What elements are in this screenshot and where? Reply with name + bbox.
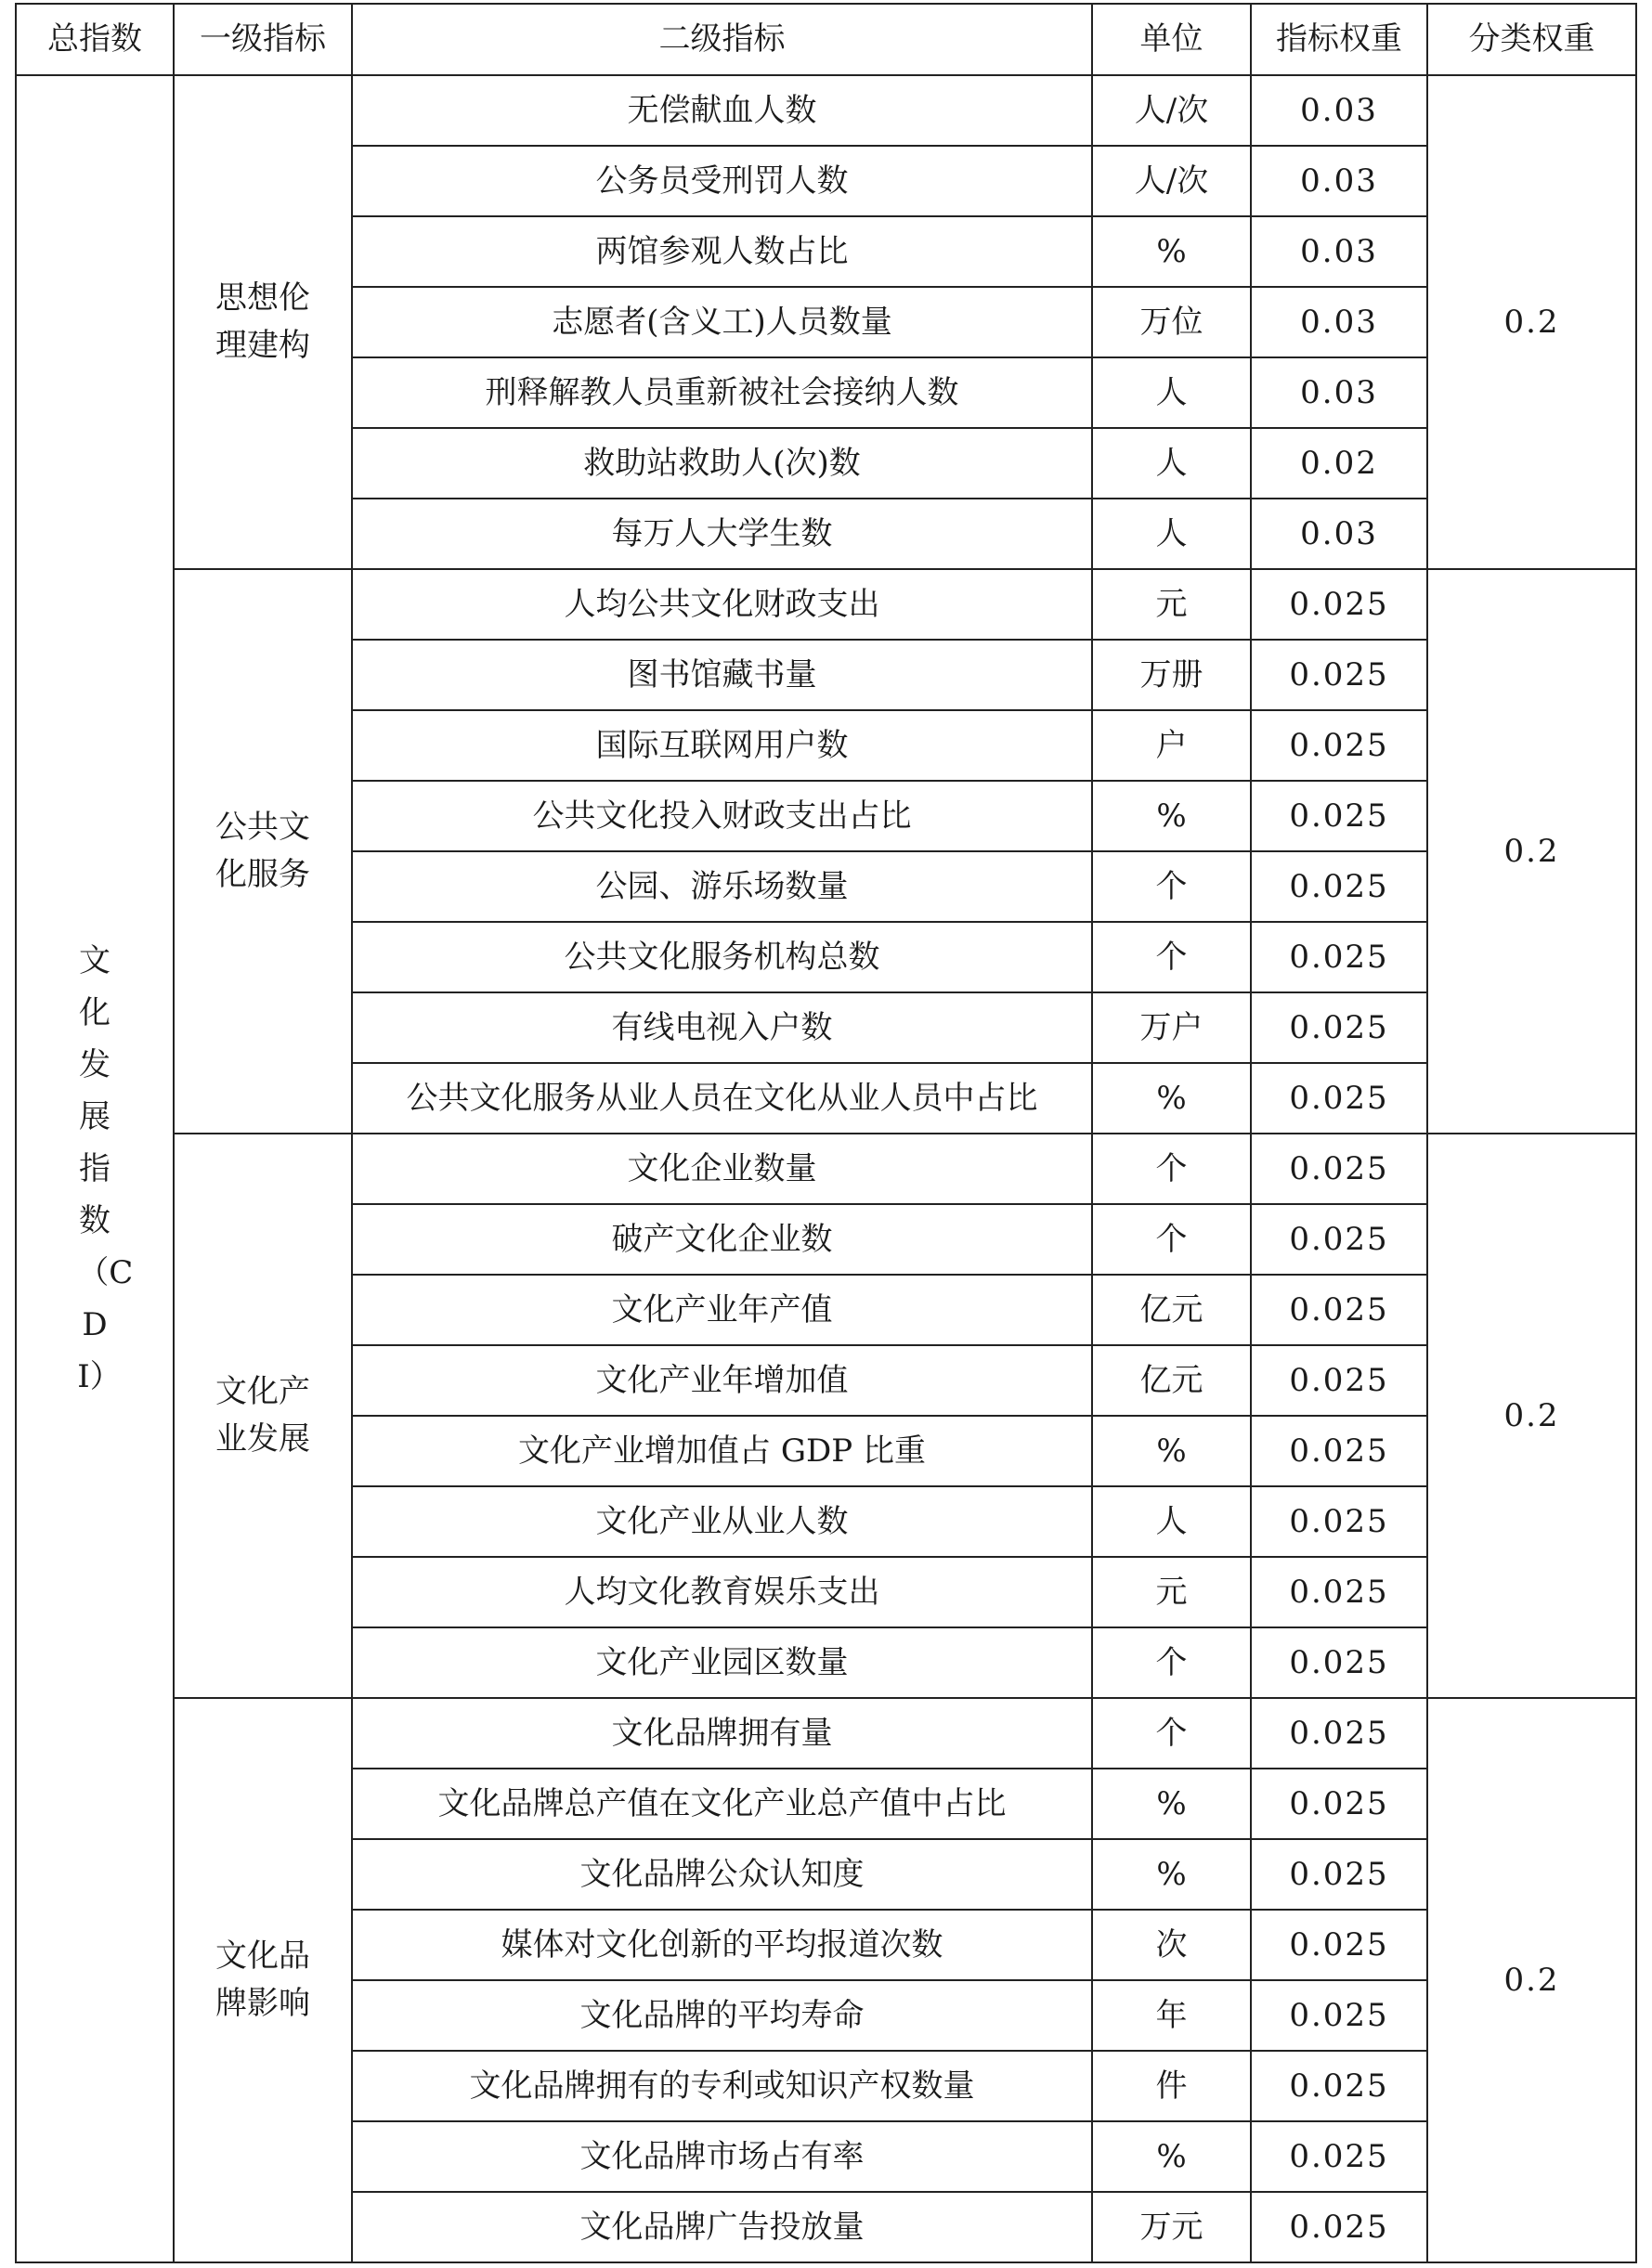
unit-cell: 个 <box>1092 1134 1251 1204</box>
indicator-weight-cell: 0.025 <box>1251 710 1427 781</box>
unit-cell: 万位 <box>1092 287 1251 357</box>
indicator-cell: 文化品牌公众认知度 <box>352 1839 1092 1910</box>
indicator-cell: 破产文化企业数 <box>352 1204 1092 1275</box>
indicator-weight-cell: 0.025 <box>1251 992 1427 1063</box>
indicator-weight-cell: 0.025 <box>1251 851 1427 922</box>
indicator-weight-cell: 0.025 <box>1251 2121 1427 2192</box>
indicator-weight-cell: 0.03 <box>1251 357 1427 428</box>
indicator-weight-cell: 0.025 <box>1251 1345 1427 1416</box>
indicator-cell: 公务员受刑罚人数 <box>352 146 1092 216</box>
indicator-cell: 文化品牌总产值在文化产业总产值中占比 <box>352 1769 1092 1839</box>
indicator-cell: 媒体对文化创新的平均报道次数 <box>352 1910 1092 1980</box>
unit-cell: 人 <box>1092 357 1251 428</box>
indicator-weight-cell: 0.025 <box>1251 1627 1427 1698</box>
indicator-cell: 人均公共文化财政支出 <box>352 569 1092 640</box>
unit-cell: 年 <box>1092 1980 1251 2051</box>
indicator-cell: 公共文化投入财政支出占比 <box>352 781 1092 851</box>
unit-cell: 人 <box>1092 428 1251 499</box>
indicator-weight-cell: 0.03 <box>1251 216 1427 287</box>
category-weight-cell: 0.2 <box>1427 569 1636 1134</box>
header-unit: 单位 <box>1092 4 1251 75</box>
unit-cell: 万元 <box>1092 2192 1251 2262</box>
indicator-cell: 图书馆藏书量 <box>352 640 1092 710</box>
indicator-cell: 刑释解教人员重新被社会接纳人数 <box>352 357 1092 428</box>
indicator-weight-cell: 0.025 <box>1251 922 1427 992</box>
indicator-cell: 文化品牌拥有的专利或知识产权数量 <box>352 2051 1092 2121</box>
indicator-weight-cell: 0.025 <box>1251 1416 1427 1486</box>
indicator-cell: 公园、游乐场数量 <box>352 851 1092 922</box>
indicator-cell: 救助站救助人(次)数 <box>352 428 1092 499</box>
unit-cell: 人/次 <box>1092 75 1251 146</box>
indicator-weight-cell: 0.025 <box>1251 640 1427 710</box>
table-row <box>16 1134 1636 1204</box>
indicator-weight-cell: 0.025 <box>1251 1063 1427 1134</box>
level1-name: 文化品牌影响 <box>215 1938 310 2022</box>
indicator-cell: 公共文化服务从业人员在文化从业人员中占比 <box>352 1063 1092 1134</box>
indicator-weight-cell: 0.025 <box>1251 1134 1427 1204</box>
unit-cell: % <box>1092 1769 1251 1839</box>
cdi-indicator-table <box>15 3 1637 2263</box>
indicator-weight-cell: 0.025 <box>1251 1698 1427 1769</box>
unit-cell: 人 <box>1092 499 1251 569</box>
unit-cell: 户 <box>1092 710 1251 781</box>
category-weight-cell: 0.2 <box>1427 75 1636 569</box>
level1-name: 公共文化服务 <box>215 809 310 893</box>
header-level1: 一级指标 <box>174 4 352 75</box>
indicator-cell: 文化产业年增加值 <box>352 1345 1092 1416</box>
indicator-weight-cell: 0.025 <box>1251 2192 1427 2262</box>
indicator-cell: 文化企业数量 <box>352 1134 1092 1204</box>
unit-cell: 人/次 <box>1092 146 1251 216</box>
header-level2: 二级指标 <box>352 4 1092 75</box>
header-category-weight: 分类权重 <box>1427 4 1636 75</box>
total-index-name: 文化发展指数（CDI） <box>77 941 134 1396</box>
level1-name: 文化产业发展 <box>215 1373 310 1458</box>
indicator-cell: 文化产业从业人数 <box>352 1486 1092 1557</box>
header-total-index: 总指数 <box>16 4 174 75</box>
unit-cell: 亿元 <box>1092 1275 1251 1345</box>
category-weight-cell: 0.2 <box>1427 1698 1636 2262</box>
indicator-weight-cell: 0.025 <box>1251 1557 1427 1627</box>
indicator-weight-cell: 0.025 <box>1251 1910 1427 1980</box>
indicator-weight-cell: 0.025 <box>1251 1275 1427 1345</box>
indicator-cell: 有线电视入户数 <box>352 992 1092 1063</box>
unit-cell: 次 <box>1092 1910 1251 1980</box>
indicator-weight-cell: 0.025 <box>1251 1769 1427 1839</box>
indicator-weight-cell: 0.025 <box>1251 781 1427 851</box>
indicator-weight-cell: 0.025 <box>1251 2051 1427 2121</box>
unit-cell: 元 <box>1092 1557 1251 1627</box>
header-indicator-weight: 指标权重 <box>1251 4 1427 75</box>
table-row <box>16 1698 1636 1769</box>
level1-name: 思想伦理建构 <box>215 279 310 364</box>
indicator-weight-cell: 0.025 <box>1251 1839 1427 1910</box>
indicator-cell: 人均文化教育娱乐支出 <box>352 1557 1092 1627</box>
unit-cell: 万册 <box>1092 640 1251 710</box>
indicator-cell: 文化品牌市场占有率 <box>352 2121 1092 2192</box>
indicator-cell: 公共文化服务机构总数 <box>352 922 1092 992</box>
indicator-weight-cell: 0.025 <box>1251 1980 1427 2051</box>
unit-cell: % <box>1092 1063 1251 1134</box>
unit-cell: 个 <box>1092 1627 1251 1698</box>
table-row <box>16 75 1636 146</box>
indicator-cell: 文化品牌广告投放量 <box>352 2192 1092 2262</box>
indicator-cell: 两馆参观人数占比 <box>352 216 1092 287</box>
level1-cell <box>174 1134 352 1698</box>
unit-cell: 人 <box>1092 1486 1251 1557</box>
level1-cell <box>174 569 352 1134</box>
indicator-weight-cell: 0.03 <box>1251 287 1427 357</box>
indicator-cell: 文化品牌的平均寿命 <box>352 1980 1092 2051</box>
unit-cell: % <box>1092 1839 1251 1910</box>
unit-cell: 件 <box>1092 2051 1251 2121</box>
indicator-cell: 每万人大学生数 <box>352 499 1092 569</box>
unit-cell: % <box>1092 1416 1251 1486</box>
level1-cell <box>174 1698 352 2262</box>
indicator-cell: 文化产业增加值占 GDP 比重 <box>352 1416 1092 1486</box>
unit-cell: % <box>1092 216 1251 287</box>
unit-cell: 元 <box>1092 569 1251 640</box>
indicator-cell: 文化产业年产值 <box>352 1275 1092 1345</box>
level1-cell <box>174 75 352 569</box>
table-row <box>16 569 1636 640</box>
unit-cell: % <box>1092 781 1251 851</box>
indicator-weight-cell: 0.02 <box>1251 428 1427 499</box>
indicator-cell: 志愿者(含义工)人员数量 <box>352 287 1092 357</box>
unit-cell: 亿元 <box>1092 1345 1251 1416</box>
indicator-weight-cell: 0.03 <box>1251 75 1427 146</box>
indicator-weight-cell: 0.025 <box>1251 1486 1427 1557</box>
indicator-weight-cell: 0.025 <box>1251 1204 1427 1275</box>
indicator-cell: 国际互联网用户数 <box>352 710 1092 781</box>
indicator-weight-cell: 0.03 <box>1251 146 1427 216</box>
unit-cell: 个 <box>1092 851 1251 922</box>
indicator-cell: 文化品牌拥有量 <box>352 1698 1092 1769</box>
indicator-cell: 文化产业园区数量 <box>352 1627 1092 1698</box>
table-header-row <box>16 4 1636 75</box>
unit-cell: 个 <box>1092 1698 1251 1769</box>
unit-cell: % <box>1092 2121 1251 2192</box>
category-weight-cell: 0.2 <box>1427 1134 1636 1698</box>
total-index-cell <box>16 75 174 2262</box>
unit-cell: 万户 <box>1092 992 1251 1063</box>
unit-cell: 个 <box>1092 1204 1251 1275</box>
indicator-weight-cell: 0.03 <box>1251 499 1427 569</box>
indicator-cell: 无偿献血人数 <box>352 75 1092 146</box>
indicator-weight-cell: 0.025 <box>1251 569 1427 640</box>
unit-cell: 个 <box>1092 922 1251 992</box>
table-body <box>16 75 1636 2262</box>
